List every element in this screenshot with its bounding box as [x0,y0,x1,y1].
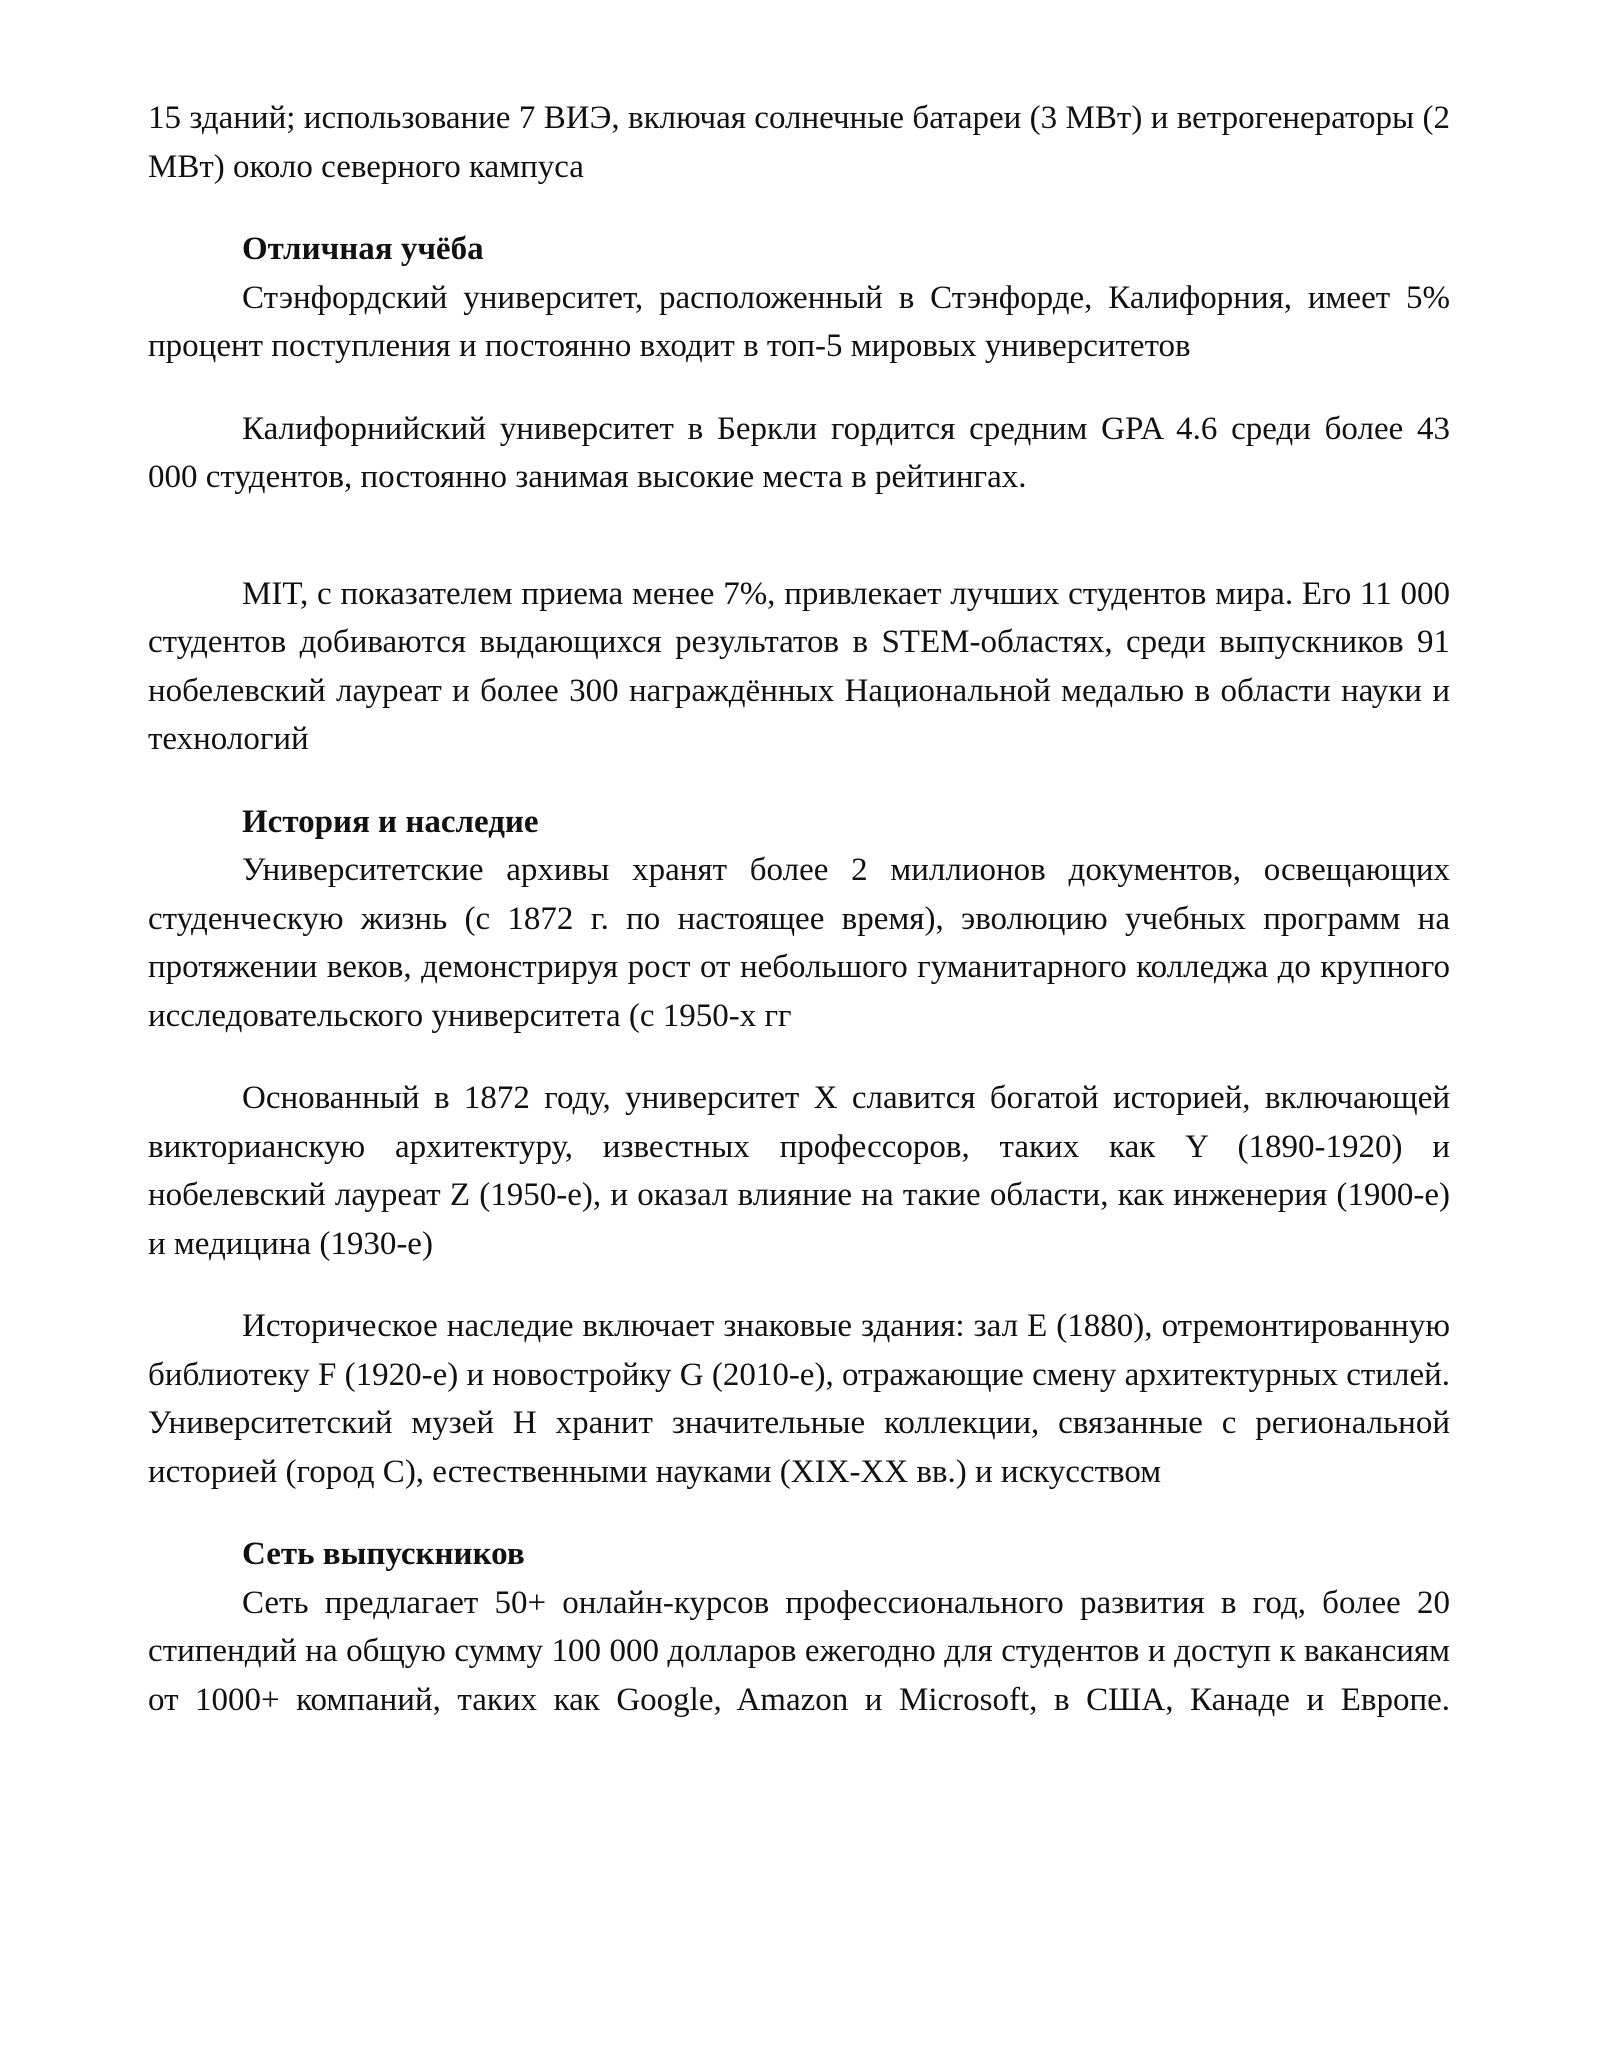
spacer [148,502,1450,570]
spacer [148,1496,1450,1530]
paragraph-founded: Основанный в 1872 году, университет X славится богатой историей, включающей викторианскую архитектуру, известных профессоров, таких как Y (1890-1920) и нобелевский лауреат Z (1950-е), и оказал влияние на такие области, как инженерия (1900-е) и медицина (1930-е) [148,1080,1450,1262]
heading-excellent-study: Отличная учёба [242,231,484,267]
paragraph-stanford: Стэнфордский университет, расположенный в Стэнфорде, Калифорния, имеет 5% процент поступления и постоянно входит в топ-5 мировых университетов [148,279,1450,364]
heading-alumni-network: Сеть выпускников [242,1536,525,1572]
document-page [148,94,1450,1724]
spacer [148,371,1450,405]
spacer [148,191,1450,225]
paragraph-network: Сеть предлагает 50+ онлайн-курсов профессионального развития в год, более 20 стипендий на общую сумму 100 000 долларов ежегодно для студентов и доступ к вакансиям от 1000+ компаний, таких как Google, Amazon и Microsoft, в США, Канаде и Европе. [148,1584,1450,1718]
spacer [148,1040,1450,1074]
spacer [148,1268,1450,1302]
heading-history-heritage: История и наследие [242,803,539,840]
spacer [148,764,1450,798]
paragraph-renewables: 15 зданий; использование 7 ВИЭ, включая солнечные батареи (3 МВт) и ветрогенераторы (2 МВт) около северного кампуса [148,100,1450,185]
paragraph-heritage-buildings: Историческое наследие включает знаковые здания: зал E (1880), отремонтированную библиотеку F (1920-е) и новостройку G (2010-е), отражающие смену архитектурных стилей. Университетский музей H хранит значительные коллекции, связанные с региональной историей (город C), естественными науками (XIX-XX вв.) и искусством [148,1308,1450,1490]
paragraph-archives: Университетские архивы хранят более 2 миллионов документов, освещающих студенческую жизнь (с 1872 г. по настоящее время), эволюцию учебных программ на протяжении веков, демонстрируя рост от небольшого гуманитарного колледжа до крупного исследовательского университета (с 1950-х гг [148,852,1450,1034]
paragraph-mit: MIT, с показателем приема менее 7%, привлекает лучших студентов мира. Его 11 000 студентов добиваются выдающихся результатов в STEM-областях, среди выпускников 91 нобелевский лауреат и более 300 награждённых Национальной медалью в области науки и технологий [148,575,1450,757]
paragraph-berkeley: Калифорнийский университет в Беркли гордится средним GPA 4.6 среди более 43 000 студентов, постоянно занимая высокие места в рейтингах. [148,410,1450,495]
